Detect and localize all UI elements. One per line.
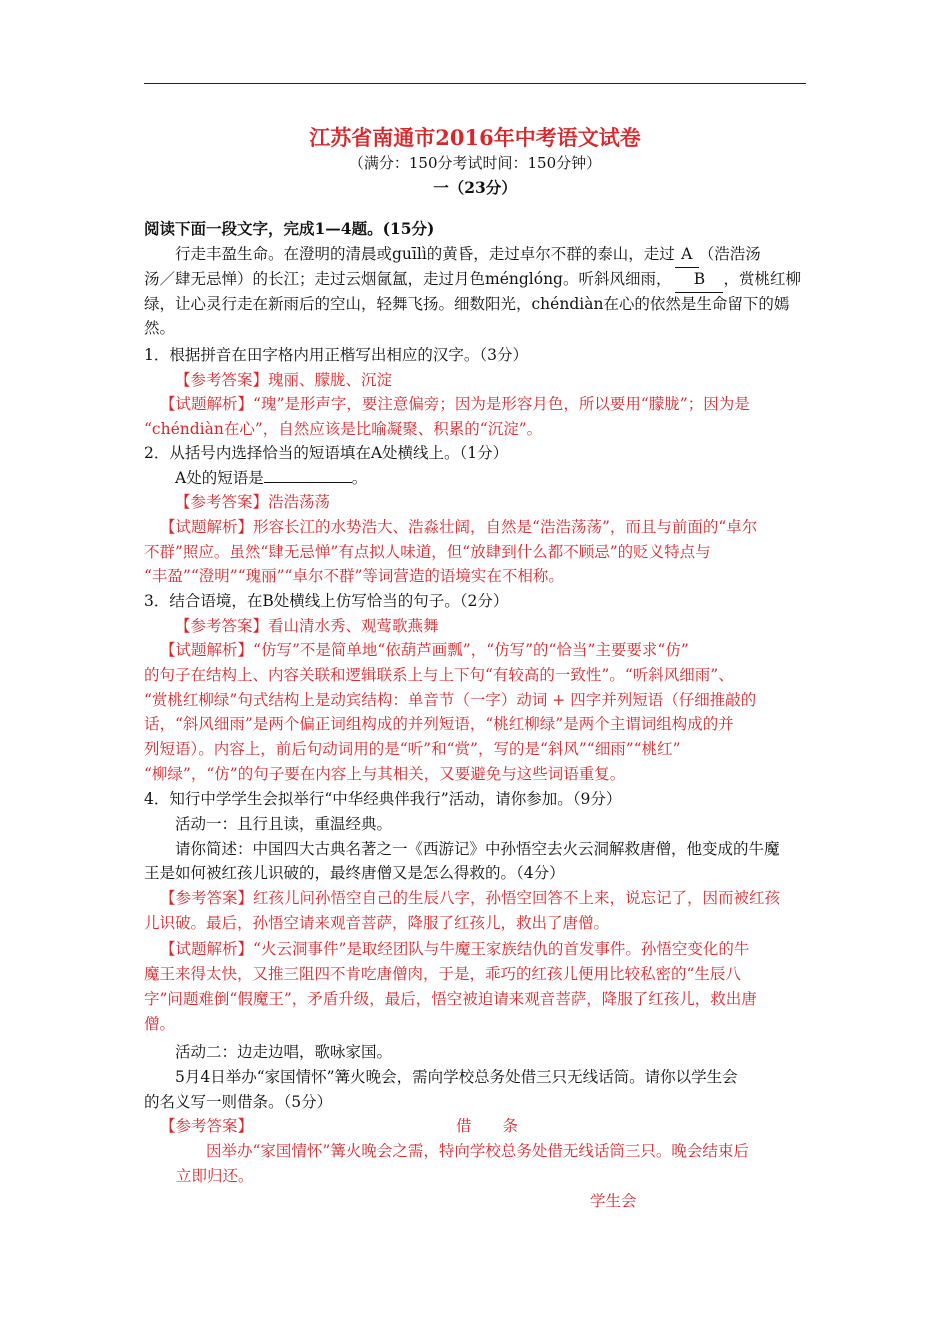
activity-2-answer-tag: 【参考答案】	[160, 1117, 254, 1135]
question-1-stem: 1．根据拼音在田字格内用正楷写出相应的汉字。（3分）	[144, 346, 528, 364]
note-title: 借 条	[456, 1117, 519, 1135]
reading-intro: 阅读下面一段文字，完成1—4题。(15分)	[144, 219, 435, 238]
question-3-analysis-line-4: 话，“斜风细雨”是两个偏正词组构成的并列短语，“桃红柳绿”是两个主谓词组构成的并	[144, 715, 734, 733]
activity-1-analysis-line-2: 魔王来得太快，又推三阻四不肯吃唐僧肉，于是，乖巧的红孩儿便用比较私密的“生辰八	[144, 965, 741, 983]
activity-2-task-line-1: 5月4日举办“家国情怀”篝火晚会，需向学校总务处借三只无线话筒。请你以学生会	[175, 1068, 738, 1086]
question-2-fill: A处的短语是 。	[175, 469, 368, 487]
activity-1-answer-line-1: 【参考答案】红孩儿问孙悟空自己的生辰八字，孙悟空回答不上来，说忘记了，因而被红孩	[160, 889, 781, 907]
activity-1-analysis-line-4: 僧。	[144, 1015, 176, 1033]
section-heading: 一（23分）	[433, 178, 517, 197]
question-2-answer: 【参考答案】浩浩荡荡	[175, 493, 331, 511]
question-3-analysis-line-1: 【试题解析】“仿写”不是简单地“依葫芦画瓢”，“仿写”的“恰当”主要要求“仿”	[160, 641, 689, 659]
question-3-analysis-line-3: “赏桃红柳绿”句式结构上是动宾结构：单音节（一字）动词 + 四字并列短语（仔细推敲的	[144, 691, 757, 709]
question-3-analysis-line-2: 的句子在结构上、内容关联和逻辑联系上与上下句“有较高的一致性”。“听斜风细雨”、	[144, 666, 734, 684]
blank-a: A	[675, 242, 699, 268]
activity-1-heading: 活动一：且行且读，重温经典。	[175, 815, 393, 833]
note-body-line-2: 立即归还。	[176, 1167, 254, 1185]
activity-2-task-line-2: 的名义写一则借条。（5分）	[144, 1093, 333, 1111]
passage-line-1: 行走丰盈生命。在澄明的清晨或guīlì的黄昏，走过卓尔不群的泰山，走过 A （浩浩汤	[175, 242, 806, 268]
header-rule	[144, 83, 806, 84]
question-2-analysis-line-3: “丰盈”“澄明”“瑰丽”“卓尔不群”等词营造的语境实在不相称。	[144, 567, 564, 585]
passage-line-4: 然。	[144, 319, 176, 337]
question-1-analysis-line-2: “chéndiàn在心”，自然应该是比喻凝聚、积累的“沉淀”。	[144, 420, 543, 438]
question-3-analysis-line-6: “柳绿”，“仿”的句子要在内容上与其相关，又要避免与这些词语重复。	[144, 765, 626, 783]
activity-2-heading: 活动二：边走边唱，歌咏家国。	[175, 1043, 393, 1061]
activity-1-task-line-1: 请你简述：中国四大古典名著之一《西游记》中孙悟空去火云洞解救唐僧，他变成的牛魔	[175, 840, 780, 858]
question-3-analysis-line-5: 列短语）。内容上，前后句动词用的是“听”和“赏”，写的是“斜风”“细雨”“桃红”	[144, 740, 681, 758]
question-2-analysis-line-1: 【试题解析】形容长江的水势浩大、浩淼壮阔，自然是“浩浩荡荡”，而且与前面的“卓尔	[160, 518, 758, 536]
activity-1-analysis-line-3: 字”问题难倒“假魔王”，矛盾升级，最后，悟空被迫请来观音菩萨，降服了红孩儿，救出唐	[144, 990, 757, 1008]
activity-1-answer-line-2: 儿识破。最后，孙悟空请来观音菩萨，降服了红孩儿，救出了唐僧。	[144, 914, 610, 932]
question-4-stem: 4．知行中学学生会拟举行“中华经典伴我行”活动，请你参加。（9分）	[144, 790, 622, 808]
blank-line	[264, 482, 352, 483]
passage-line-2: 汤／肆无忌惮）的长江；走过云烟氤氲，走过月色ménglóng。听斜风细雨， B ，赏桃红柳	[144, 267, 806, 293]
question-2-stem: 2．从括号内选择恰当的短语填在A处横线上。（1分）	[144, 444, 509, 462]
question-1-answer: 【参考答案】瑰丽、朦胧、沉淀	[175, 371, 393, 389]
page-subtitle: （满分：150分考试时间：150分钟）	[348, 154, 602, 172]
question-3-stem: 3．结合语境，在B处横线上仿写恰当的句子。（2分）	[144, 592, 509, 610]
question-3-answer: 【参考答案】看山清水秀、观莺歌燕舞	[175, 617, 439, 635]
blank-b: B	[675, 267, 723, 293]
note-body-line-1: 因举办“家国情怀”篝火晚会之需，特向学校总务处借无线话筒三只。晚会结束后	[206, 1142, 749, 1160]
page-title: 江苏省南通市2016年中考语文试卷	[309, 125, 641, 150]
question-1-analysis-line-1: 【试题解析】“瑰”是形声字，要注意偏旁；因为是形容月色，所以要用“朦胧”；因为是	[160, 395, 750, 413]
activity-1-task-line-2: 王是如何被红孩儿识破的，最终唐僧又是怎么得救的。（4分）	[144, 864, 565, 882]
activity-1-analysis-line-1: 【试题解析】“火云洞事件”是取经团队与牛魔王家族结仇的首发事件。孙悟空变化的牛	[160, 940, 750, 958]
note-signature: 学生会	[590, 1192, 637, 1210]
passage-line-3: 绿，让心灵行走在新雨后的空山，轻舞飞扬。细数阳光，chéndiàn在心的依然是生命留下的嫣	[144, 295, 790, 313]
question-2-analysis-line-2: 不群”照应。虽然“肆无忌惮”有点拟人味道，但“放肆到什么都不顾忌”的贬义特点与	[144, 543, 711, 561]
